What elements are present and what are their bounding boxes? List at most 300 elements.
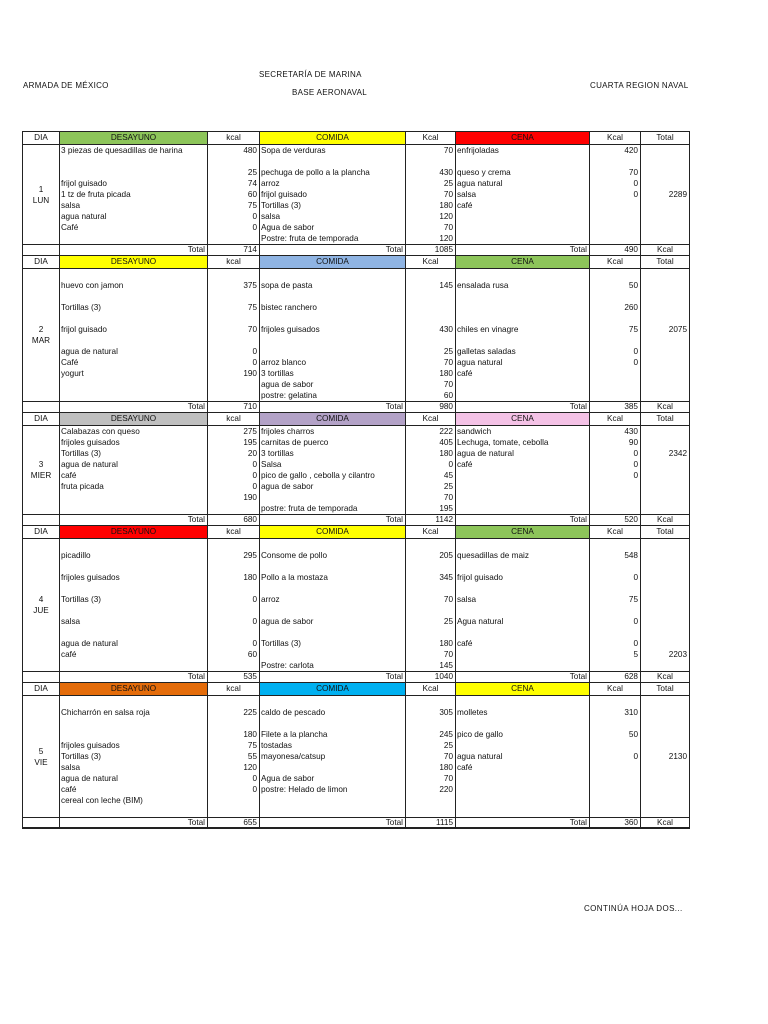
desayuno-item: [61, 583, 206, 594]
desayuno-kcal: 60: [247, 190, 257, 199]
cena-item: café: [457, 639, 473, 648]
comida-item: arroz: [261, 595, 280, 604]
day-number: 2: [38, 325, 44, 334]
comida-kcal: 220: [439, 785, 453, 794]
comida-kcal-column: [406, 696, 456, 818]
desayuno-item: [61, 167, 206, 178]
day-total: [641, 222, 687, 233]
comida-kcal: 70: [443, 223, 453, 232]
cena-kcal: 420: [624, 146, 638, 155]
comida-kcal: [406, 539, 453, 550]
day-total: 2289: [668, 190, 687, 199]
desayuno-item: [61, 379, 206, 390]
comida-kcal: 430: [439, 325, 453, 334]
comida-kcal: [406, 627, 453, 638]
comida-item: Pollo a la mostaza: [261, 573, 328, 582]
cena-item: [457, 379, 588, 390]
cena-item-column: [456, 269, 590, 402]
cena-kcal: 0: [633, 752, 638, 761]
desayuno-total-label: Total: [60, 515, 208, 526]
day-total: [641, 379, 687, 390]
desayuno-item: huevo con jamon: [61, 281, 124, 290]
header-right: CUARTA REGION NAVAL: [590, 81, 689, 90]
comida-item: Filete a la plancha: [261, 730, 328, 739]
desayuno-item: [61, 313, 206, 324]
cena-item: café: [457, 460, 473, 469]
total-header: Total: [641, 413, 690, 426]
day-total: [641, 550, 687, 561]
comida-kcal: 25: [443, 179, 453, 188]
day-name: MIER: [30, 471, 52, 480]
desayuno-kcal: [208, 503, 257, 514]
comida-item: pechuga de pollo a la plancha: [261, 168, 370, 177]
total-header: Total: [641, 526, 690, 539]
dia-header: DIA: [23, 683, 60, 696]
day-header-row: [23, 413, 690, 426]
comida-kcal: [406, 561, 453, 572]
day-total: [641, 269, 687, 280]
day-total: [641, 302, 687, 313]
kcal-header: Kcal: [590, 256, 641, 269]
desayuno-item: agua de natural: [61, 460, 118, 469]
desayuno-item: [61, 156, 206, 167]
day-header-row: [23, 256, 690, 269]
comida-item: postre: gelatina: [261, 391, 317, 400]
desayuno-kcal: [208, 605, 257, 616]
cena-item: sandwich: [457, 427, 492, 436]
cena-item: [457, 660, 588, 671]
day-total: [641, 627, 687, 638]
cena-kcal: 430: [624, 427, 638, 436]
desayuno-item: [61, 539, 206, 550]
cena-total-value: 360: [590, 818, 641, 829]
totals-spacer: [23, 672, 60, 683]
comida-item: Consome de pollo: [261, 551, 327, 560]
comida-kcal: [406, 335, 453, 346]
day-number: 3: [38, 460, 44, 469]
desayuno-kcal: 20: [247, 449, 257, 458]
desayuno-kcal: [208, 156, 257, 167]
cena-item: frijol guisado: [457, 573, 503, 582]
desayuno-item: [61, 627, 206, 638]
comida-kcal: 0: [448, 460, 453, 469]
comida-kcal: 430: [439, 168, 453, 177]
desayuno-kcal: 0: [252, 617, 257, 626]
cena-kcal: [590, 718, 638, 729]
totals-spacer: [23, 515, 60, 526]
desayuno-item: agua de natural: [61, 347, 118, 356]
cena-item-column: [456, 696, 590, 818]
desayuno-header: DESAYUNO: [60, 526, 208, 539]
day-body-row: [23, 696, 690, 818]
kcal-unit-label: Kcal: [641, 515, 690, 526]
day-cell: [23, 145, 60, 245]
comida-item: [261, 335, 404, 346]
desayuno-header: DESAYUNO: [60, 256, 208, 269]
desayuno-item: frijol guisado: [61, 179, 107, 188]
cena-kcal: [590, 795, 638, 806]
desayuno-kcal-column: [208, 426, 260, 515]
cena-kcal: [590, 784, 638, 795]
comida-item-column: [260, 269, 406, 402]
cena-item: agua natural: [457, 179, 503, 188]
desayuno-item: [61, 291, 206, 302]
day-header-row: [23, 132, 690, 145]
comida-kcal: 120: [439, 212, 453, 221]
desayuno-kcal: 0: [252, 482, 257, 491]
comida-item: agua de sabor: [261, 482, 314, 491]
cena-kcal: [590, 740, 638, 751]
comida-kcal: 195: [439, 504, 453, 513]
day-total: [641, 437, 687, 448]
comida-header: COMIDA: [260, 413, 406, 426]
day-total: [641, 178, 687, 189]
cena-kcal: [590, 561, 638, 572]
day-total: 2342: [668, 449, 687, 458]
comida-item: Sopa de verduras: [261, 146, 326, 155]
cena-kcal: 0: [633, 639, 638, 648]
cena-kcal: 0: [633, 347, 638, 356]
comida-kcal: 180: [439, 763, 453, 772]
kcal-header: Kcal: [406, 526, 456, 539]
comida-item: [261, 539, 404, 550]
day-total-column: [641, 696, 690, 818]
comida-item: [261, 762, 404, 773]
cena-kcal: [590, 696, 638, 707]
cena-item: [457, 583, 588, 594]
desayuno-total-label: Total: [60, 672, 208, 683]
comida-kcal: [406, 269, 453, 280]
cena-kcal: [590, 291, 638, 302]
kcal-unit-label: Kcal: [641, 818, 690, 829]
day-total: 2130: [668, 752, 687, 761]
desayuno-total-value: 710: [208, 402, 260, 413]
desayuno-item-column: [60, 696, 208, 818]
desayuno-kcal: 70: [247, 325, 257, 334]
comida-item: [261, 561, 404, 572]
comida-kcal: 70: [443, 493, 453, 502]
cena-kcal: 75: [628, 595, 638, 604]
cena-item: enfrijoladas: [457, 146, 499, 155]
day-total: [641, 583, 687, 594]
cena-item: ensalada rusa: [457, 281, 509, 290]
comida-kcal-column: [406, 269, 456, 402]
totals-spacer: [23, 818, 60, 829]
desayuno-kcal: [208, 539, 257, 550]
cena-kcal: [590, 583, 638, 594]
cena-kcal: 0: [633, 358, 638, 367]
day-totals-row: [23, 672, 690, 683]
cena-kcal: 0: [633, 573, 638, 582]
desayuno-item: café: [61, 785, 77, 794]
desayuno-item: Calabazas con queso: [61, 427, 140, 436]
cena-kcal: 260: [624, 303, 638, 312]
desayuno-total-label: Total: [60, 245, 208, 256]
day-cell: [23, 539, 60, 672]
total-header: Total: [641, 683, 690, 696]
day-total: [641, 156, 687, 167]
comida-kcal: 70: [443, 595, 453, 604]
desayuno-item: frijoles guisados: [61, 438, 120, 447]
cena-header: CENA: [456, 683, 590, 696]
cena-kcal: [590, 539, 638, 550]
comida-kcal: 180: [439, 639, 453, 648]
cena-header: CENA: [456, 256, 590, 269]
comida-total-value: 980: [406, 402, 456, 413]
comida-item: agua de sabor: [261, 617, 314, 626]
kcal-header: kcal: [208, 526, 260, 539]
comida-item: frijoles guisados: [261, 325, 320, 334]
day-total: [641, 795, 687, 806]
comida-item: sopa de pasta: [261, 281, 313, 290]
comida-header: COMIDA: [260, 256, 406, 269]
desayuno-kcal: 0: [252, 347, 257, 356]
cena-kcal: [590, 660, 638, 671]
comida-total-value: 1040: [406, 672, 456, 683]
cena-header: CENA: [456, 413, 590, 426]
kcal-header: kcal: [208, 413, 260, 426]
comida-item: mayonesa/catsup: [261, 752, 326, 761]
desayuno-item: picadillo: [61, 551, 91, 560]
cena-total-value: 628: [590, 672, 641, 683]
comida-kcal: 205: [439, 551, 453, 560]
desayuno-item: Chicharrón en salsa roja: [61, 708, 150, 717]
desayuno-kcal: 75: [247, 303, 257, 312]
day-total: 2203: [668, 650, 687, 659]
desayuno-kcal: 60: [247, 650, 257, 659]
comida-total-value: 1115: [406, 818, 456, 829]
cena-item: [457, 302, 588, 313]
desayuno-item: Café: [61, 223, 79, 232]
desayuno-kcal: [208, 583, 257, 594]
comida-total-label: Total: [260, 515, 406, 526]
cena-kcal: [590, 335, 638, 346]
desayuno-kcal: 25: [247, 168, 257, 177]
cena-item: [457, 492, 588, 503]
day-total: [641, 729, 687, 740]
comida-item: Salsa: [261, 460, 282, 469]
cena-kcal: [590, 605, 638, 616]
desayuno-kcal: 195: [243, 438, 257, 447]
desayuno-kcal: 55: [247, 752, 257, 761]
dia-header: DIA: [23, 413, 60, 426]
comida-item: frijol guisado: [261, 190, 307, 199]
day-header-row: [23, 526, 690, 539]
cena-total-value: 520: [590, 515, 641, 526]
cena-total-label: Total: [456, 672, 590, 683]
day-block: [23, 256, 690, 413]
desayuno-header: DESAYUNO: [60, 132, 208, 145]
day-total: [641, 167, 687, 178]
comida-header: COMIDA: [260, 132, 406, 145]
day-total: [641, 605, 687, 616]
comida-kcal: [406, 718, 453, 729]
desayuno-kcal: 0: [252, 460, 257, 469]
desayuno-kcal-column: [208, 145, 260, 245]
kcal-unit-label: Kcal: [641, 245, 690, 256]
day-total: [641, 594, 687, 605]
cena-item-column: [456, 539, 590, 672]
day-name: MAR: [31, 336, 51, 345]
desayuno-item: salsa: [61, 617, 81, 626]
desayuno-kcal: [208, 233, 257, 244]
desayuno-kcal: 375: [243, 281, 257, 290]
comida-kcal: 70: [443, 146, 453, 155]
cena-item: café: [457, 763, 473, 772]
cena-kcal: [590, 211, 638, 222]
comida-item: Postre: carlota: [261, 661, 314, 670]
desayuno-kcal: 74: [247, 179, 257, 188]
comida-item: agua de sabor: [261, 380, 314, 389]
day-total: [641, 335, 687, 346]
comida-item: pico de gallo , cebolla y cilantro: [261, 471, 375, 480]
comida-item-column: [260, 426, 406, 515]
comida-kcal: [406, 156, 453, 167]
cena-kcal: [590, 806, 638, 817]
desayuno-item: cereal con leche (BIM): [61, 796, 143, 805]
kcal-header: kcal: [208, 683, 260, 696]
cena-item: Agua natural: [457, 617, 504, 626]
cena-item: [457, 773, 588, 784]
comida-item: Tortillas (3): [261, 639, 302, 648]
desayuno-kcal: 75: [247, 741, 257, 750]
comida-header: COMIDA: [260, 683, 406, 696]
cena-kcal: [590, 492, 638, 503]
desayuno-item: fruta picada: [61, 482, 104, 491]
cena-item: café: [457, 201, 473, 210]
desayuno-kcal: [208, 795, 257, 806]
cena-item: agua de natural: [457, 449, 514, 458]
cena-item-column: [456, 426, 590, 515]
day-total: [641, 346, 687, 357]
desayuno-kcal: 190: [243, 369, 257, 378]
desayuno-total-value: 535: [208, 672, 260, 683]
day-total: [641, 145, 687, 156]
cena-header: CENA: [456, 132, 590, 145]
comida-item: [261, 156, 404, 167]
day-total-column: [641, 145, 690, 245]
comida-item: frijoles charros: [261, 427, 315, 436]
cena-item: [457, 795, 588, 806]
cena-kcal: 310: [624, 708, 638, 717]
cena-kcal: [590, 503, 638, 514]
cena-kcal: 0: [633, 449, 638, 458]
day-total: [641, 390, 687, 401]
cena-item: [457, 335, 588, 346]
comida-kcal: 70: [443, 190, 453, 199]
cena-kcal: 50: [628, 730, 638, 739]
cena-item: salsa: [457, 190, 477, 199]
kcal-unit-label: Kcal: [641, 672, 690, 683]
comida-kcal: [406, 605, 453, 616]
cena-item: [457, 233, 588, 244]
cena-kcal: [590, 762, 638, 773]
day-cell: [23, 426, 60, 515]
day-total-column: [641, 539, 690, 672]
day-header-row: [23, 683, 690, 696]
day-total: [641, 357, 687, 368]
day-block: [23, 526, 690, 683]
cena-kcal: [590, 368, 638, 379]
comida-item: Tortillas (3): [261, 201, 302, 210]
comida-item: 3 tortillas: [261, 449, 294, 458]
dia-header: DIA: [23, 132, 60, 145]
comida-item: [261, 649, 404, 660]
day-total: [641, 806, 687, 817]
comida-item: [261, 795, 404, 806]
cena-item: agua natural: [457, 752, 503, 761]
cena-item-column: [456, 145, 590, 245]
kcal-header: kcal: [208, 132, 260, 145]
comida-item: Agua de sabor: [261, 774, 315, 783]
comida-kcal: 305: [439, 708, 453, 717]
comida-kcal: 45: [443, 471, 453, 480]
desayuno-kcal: 0: [252, 358, 257, 367]
comida-kcal-column: [406, 426, 456, 515]
desayuno-item: café: [61, 471, 77, 480]
day-total: [641, 616, 687, 627]
day-total: [641, 740, 687, 751]
cena-kcal: 0: [633, 190, 638, 199]
comida-item: [261, 492, 404, 503]
day-total: [641, 492, 687, 503]
cena-item: [457, 696, 588, 707]
desayuno-kcal: 225: [243, 708, 257, 717]
desayuno-item: frijoles guisados: [61, 573, 120, 582]
day-total: [641, 696, 687, 707]
comida-item: bistec ranchero: [261, 303, 317, 312]
comida-item: [261, 313, 404, 324]
kcal-header: Kcal: [590, 132, 641, 145]
comida-item: [261, 346, 404, 357]
desayuno-kcal: [208, 269, 257, 280]
desayuno-item: [61, 806, 206, 817]
cena-item: chiles en vinagre: [457, 325, 519, 334]
kcal-header: kcal: [208, 256, 260, 269]
comida-item: arroz blanco: [261, 358, 307, 367]
desayuno-item: Tortillas (3): [61, 595, 102, 604]
dia-header: DIA: [23, 526, 60, 539]
day-total: [641, 426, 687, 437]
day-total: [641, 784, 687, 795]
day-total: [641, 459, 687, 470]
desayuno-kcal-column: [208, 269, 260, 402]
desayuno-item: [61, 492, 206, 503]
desayuno-kcal: 190: [243, 493, 257, 502]
comida-kcal: [406, 291, 453, 302]
comida-total-label: Total: [260, 818, 406, 829]
comida-kcal: 70: [443, 650, 453, 659]
comida-kcal: 25: [443, 741, 453, 750]
day-cell: [23, 269, 60, 402]
desayuno-item: [61, 503, 206, 514]
desayuno-kcal: [208, 561, 257, 572]
comida-header: COMIDA: [260, 526, 406, 539]
desayuno-kcal: [208, 696, 257, 707]
comida-item: tostadas: [261, 741, 292, 750]
desayuno-item: salsa: [61, 763, 81, 772]
comida-total-label: Total: [260, 245, 406, 256]
cena-item: [457, 291, 588, 302]
cena-kcal: 0: [633, 617, 638, 626]
cena-item: [457, 222, 588, 233]
desayuno-item-column: [60, 539, 208, 672]
day-number: 5: [38, 746, 44, 756]
kcal-header: Kcal: [406, 413, 456, 426]
header-left: ARMADA DE MÉXICO: [23, 81, 109, 90]
desayuno-item: [61, 696, 206, 707]
comida-item: [261, 806, 404, 817]
